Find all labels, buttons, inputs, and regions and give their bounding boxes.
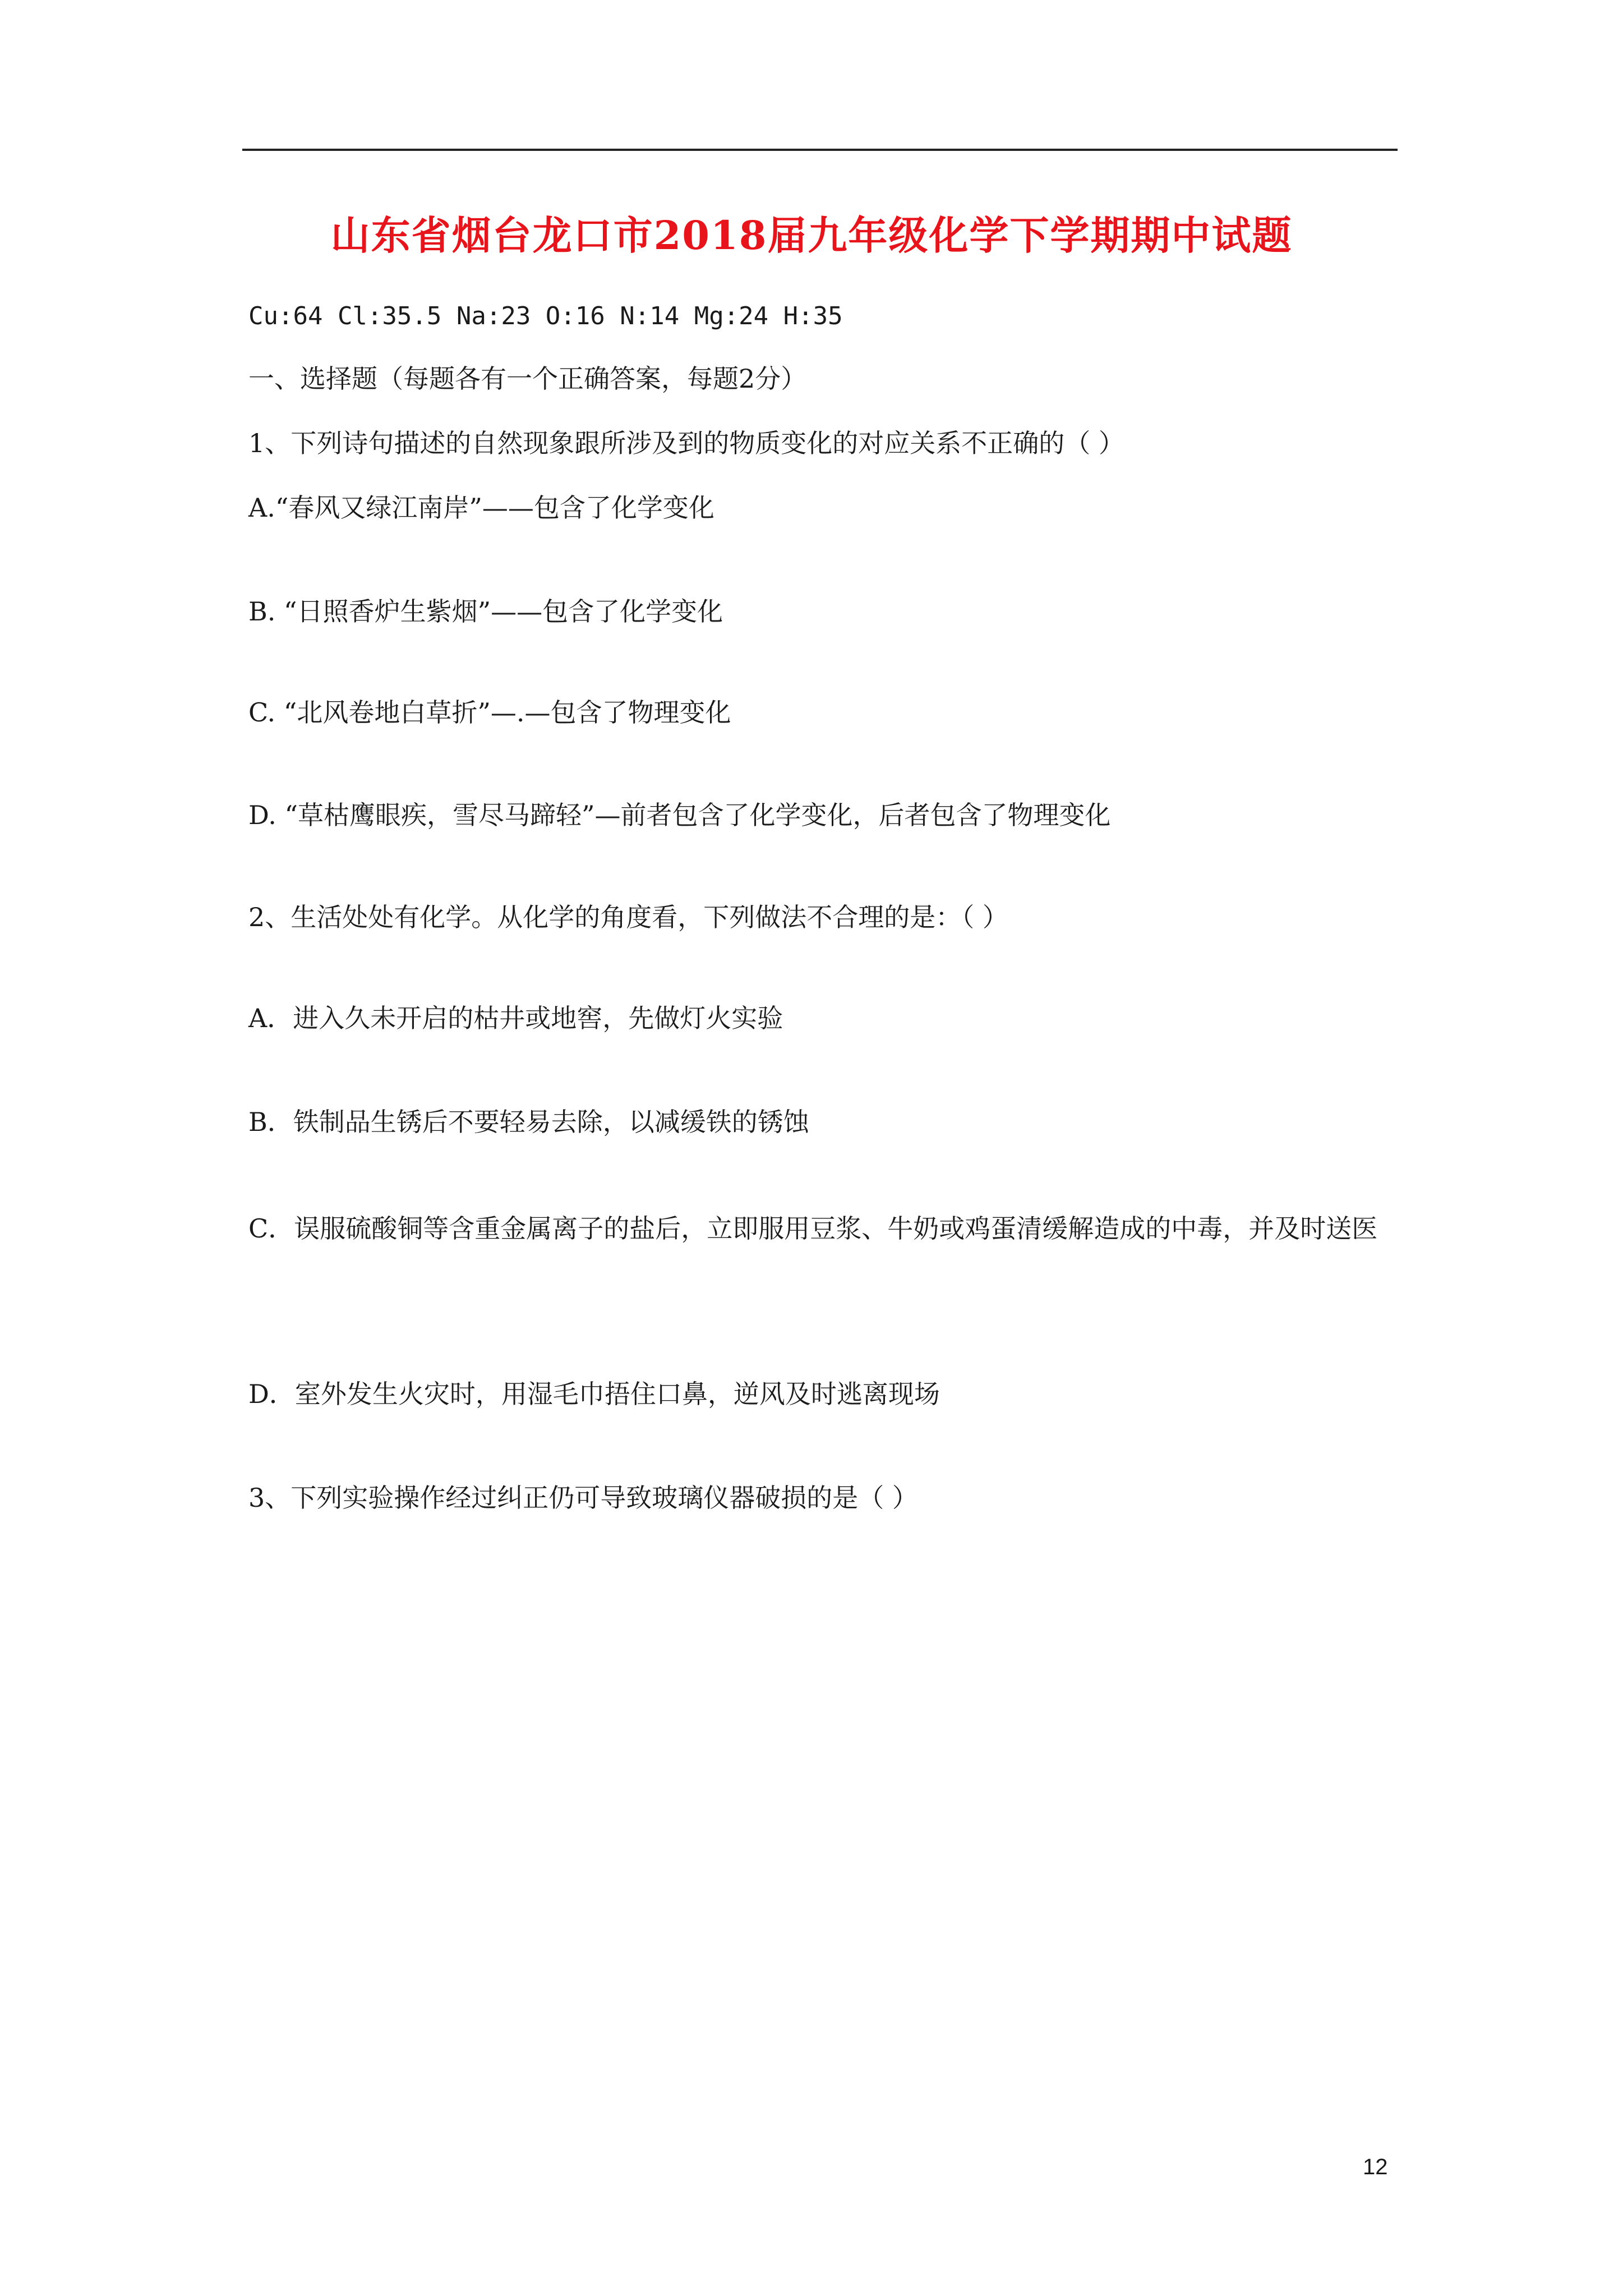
question-1-option-b: B. “日照香炉生紫烟”——包含了化学变化 xyxy=(248,596,723,627)
page-number: 12 xyxy=(1363,2155,1388,2179)
question-2-stem: 2、生活处处有化学。从化学的角度看，下列做法不合理的是：（ ） xyxy=(248,902,1008,932)
question-1-stem: 1、下列诗句描述的自然现象跟所涉及到的物质变化的对应关系不正确的（ ） xyxy=(248,428,1124,458)
section-heading: 一、选择题（每题各有一个正确答案，每题2分） xyxy=(248,364,807,394)
question-2-option-d: D．室外发生火灾时，用湿毛巾捂住口鼻，逆风及时逃离现场 xyxy=(248,1379,940,1409)
atomic-masses: Cu:64 Cl:35.5 Na:23 O:16 N:14 Mg:24 H:35 xyxy=(248,302,843,330)
question-1-option-a: A.“春风又绿江南岸”——包含了化学变化 xyxy=(248,493,714,523)
question-3-stem: 3、下列实验操作经过纠正仍可导致玻璃仪器破损的是（ ） xyxy=(248,1483,918,1513)
exam-title: 山东省烟台龙口市2018届九年级化学下学期期中试题 xyxy=(330,212,1293,259)
question-2-option-a: A．进入久未开启的枯井或地窖，先做灯火实验 xyxy=(248,1003,783,1033)
header-rule xyxy=(242,149,1398,151)
question-1-option-d: D. “草枯鹰眼疾，雪尽马蹄轻”—前者包含了化学变化，后者包含了物理变化 xyxy=(248,800,1111,830)
question-1-option-c: C. “北风卷地白草折”—.—包含了物理变化 xyxy=(248,697,731,728)
question-2-option-b: B．铁制品生锈后不要轻易去除，以减缓铁的锈蚀 xyxy=(248,1107,809,1137)
question-2-option-c: C．误服硫酸铜等含重金属离子的盐后，立即服用豆浆、牛奶或鸡蛋清缓解造成的中毒，并及时送医 xyxy=(248,1213,1378,1244)
